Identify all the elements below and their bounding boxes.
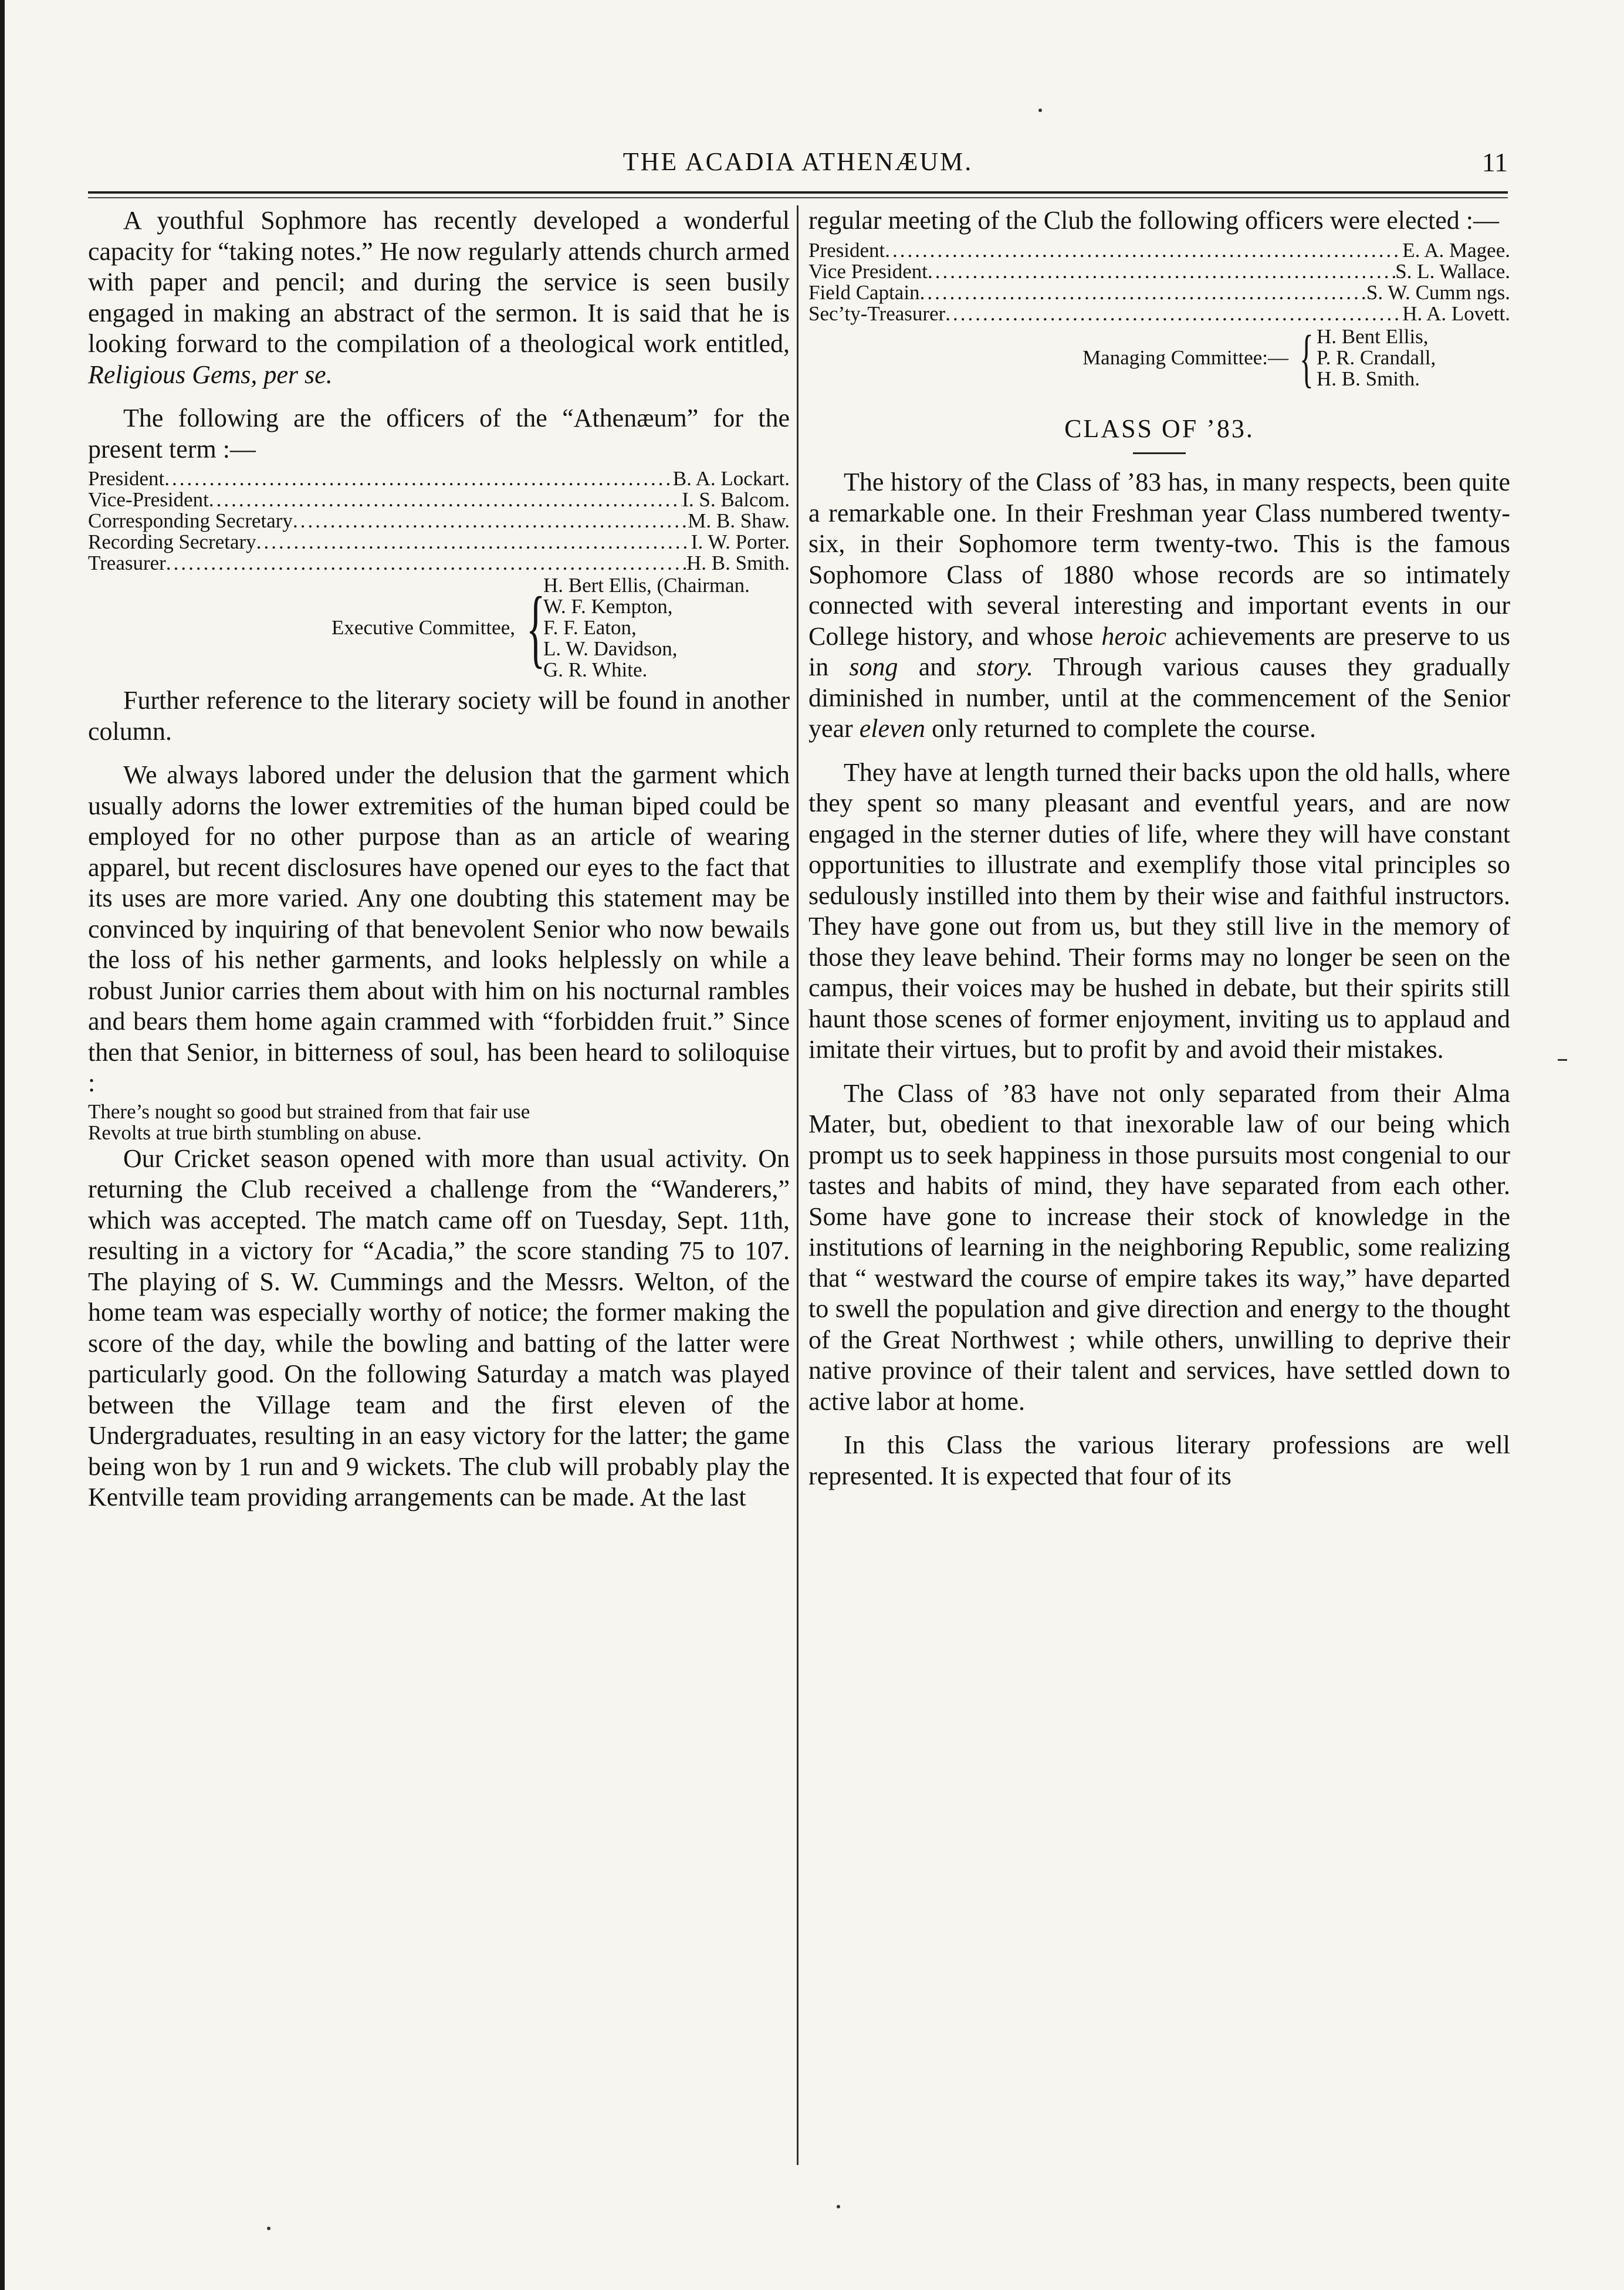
right-column xyxy=(808,205,1510,1491)
officer-name: S. L. Wallace. xyxy=(1395,259,1510,283)
officer-row xyxy=(88,532,790,553)
brace-glyph: { xyxy=(1300,322,1314,394)
committee-member: H. Bent Ellis, xyxy=(1317,324,1429,348)
leader-dots xyxy=(209,489,682,510)
committee-label: Managing Committee:— xyxy=(1082,346,1288,369)
officer-role: Vice-President xyxy=(88,488,209,511)
sophmore-paragraph xyxy=(88,205,790,390)
further-reference-paragraph: Further reference to the literary society will be found in another column. xyxy=(88,686,790,746)
officer-row xyxy=(808,282,1510,303)
print-speck xyxy=(837,2205,840,2208)
paragraph-text: Through various causes they gradually diminished in number, until at the commencement of the Senior year xyxy=(808,652,1511,743)
officer-role: President xyxy=(808,238,885,262)
committee-names xyxy=(1317,326,1510,390)
athenaeum-officers-list xyxy=(88,468,790,681)
committee-member: W. F. Kempton, xyxy=(543,595,673,618)
paragraph-text: The history of the Class of ’83 has, in many respects, been quite a remarkable one. In their Freshman year Class numbered twenty-six, in their Sophomore term twenty-two. This is the famous Sophomore Class of 1880 whose records are so intimately connected with several interesting and important events in our College history, and whose xyxy=(808,468,1510,651)
officer-role: Sec’ty-Treasurer xyxy=(808,302,946,325)
header-rule-thin xyxy=(88,197,1508,198)
officer-name: B. A. Lockart. xyxy=(672,467,790,490)
officer-row xyxy=(88,510,790,532)
verse-quote xyxy=(88,1101,790,1144)
officer-name: H. A. Lovett. xyxy=(1402,302,1510,325)
book-title: Religious Gems, per se. xyxy=(88,360,333,389)
leader-dots xyxy=(920,282,1366,303)
verse-line: There’s nought so good but strained from that fair use xyxy=(88,1100,530,1123)
officer-name: S. W. Cumm ngs. xyxy=(1366,280,1510,304)
class-history-paragraph xyxy=(808,467,1510,745)
italic-word: song xyxy=(849,652,898,681)
officer-row xyxy=(88,553,790,574)
committee-member: F. F. Eaton, xyxy=(543,616,637,639)
officer-row xyxy=(808,240,1510,261)
cricket-paragraph: Our Cricket season opened with more than usual activity. On returning the Club received a challenge from the “Wanderers,” which was accepted. The match came off on Tuesday, Sept. 11th, resulting in a victory for “Acadia,” the score standing 75 to 107. The playing of S. W. Cummings and the Messrs. Welton, of the home team was especially worthy of notice; the former making the score of the day, while the bowling and batting of the latter were particularly good. On the following Saturday a match was played between the Village team and the first eleven of the Undergraduates, resulting in an easy victory for the latter; the game being won by 1 run and 9 wickets. The club will probably play the Kentville team providing arrangements can be made. At the last xyxy=(88,1144,790,1511)
athenaeum-officers-intro: The following are the officers of the “Athenæum” for the present term :— xyxy=(88,404,790,464)
print-speck xyxy=(267,2227,270,2230)
club-meeting-paragraph: regular meeting of the Club the following officers were elected :— xyxy=(808,206,1499,235)
committee-member: H. Bert Ellis, (Chairman. xyxy=(543,574,750,597)
margin-mark xyxy=(1558,1059,1567,1061)
club-officers-list xyxy=(808,238,1510,394)
officer-name: M. B. Shaw. xyxy=(688,509,790,532)
officer-name: I. W. Porter. xyxy=(691,530,790,553)
page-number: 11 xyxy=(1481,147,1508,177)
officer-role: Field Captain xyxy=(808,280,920,304)
italic-word: eleven xyxy=(859,714,926,743)
separation-paragraph: The Class of ’83 have not only separated from their Alma Mater, but, obedient to that inexorable law of our being which prompt us to seek happiness in those pursuits most congenial to our tastes and habits of mind, they have separated from each other. Some have gone to increase their stock of knowledge in the institutions of learning in the neighboring Republic, some realizing that “ westward the course of empire takes its way,” have departed to swell the population and give direction and energy to the thought of the Great Northwest ; while others, unwilling to deprive their native province of their talent and services, have settled down to active labor at home. xyxy=(808,1078,1510,1416)
officer-role: Recording Secretary xyxy=(88,530,256,553)
print-speck xyxy=(1038,109,1042,112)
leader-dots xyxy=(164,468,672,489)
officer-role: Corresponding Secretary xyxy=(88,509,293,532)
officer-name: E. A. Magee. xyxy=(1402,238,1510,262)
committee-member: H. B. Smith. xyxy=(1317,367,1420,390)
leader-dots xyxy=(945,303,1402,324)
paragraph-text: achievements are preserve to us in xyxy=(808,621,1510,681)
paragraph-text: A youthful Sophmore has recently developed a wonderful capacity for “taking notes.” He now regularly attends church armed with paper and pencil; and during the service is seen busily engaged in making an abstract of the sermon. It is said that he is looking forward to the compilation of a theological work entitled, xyxy=(88,206,790,358)
leader-dots xyxy=(293,510,688,532)
committee-label: Executive Committee, xyxy=(331,616,515,639)
leader-dots xyxy=(928,261,1395,282)
officer-role: Treasurer xyxy=(88,552,166,574)
garment-paragraph: We always labored under the delusion that the garment which usually adorns the lower extremities of the human biped could be employed for no other purpose than as an article of wearing apparel, but recent disclosures have opened our eyes to the fact that its uses are more varied. Any one doubting this statement may be convinced by inquiring of that benevolent Senior who now bewails the loss of his nether garments, and looks helplessly on while a robust Junior carries them about with him on his nocturnal rambles and bears them home again crammed with “forbidden fruit.” Since then that Senior, in bitterness of soul, has been heard to soliloquise : xyxy=(88,760,790,1097)
running-title: THE ACADIA ATHENÆUM. xyxy=(622,147,973,176)
professions-paragraph: In this Class the various literary professions are well represented. It is expected that four of its xyxy=(808,1430,1510,1490)
left-column xyxy=(88,205,790,1513)
committee-names xyxy=(543,575,790,681)
officer-role: President xyxy=(88,467,165,490)
executive-committee xyxy=(88,575,790,681)
committee-member: P. R. Crandall, xyxy=(1317,346,1436,369)
officer-name: I. S. Balcom. xyxy=(682,488,790,511)
italic-word: story. xyxy=(976,652,1034,681)
committee-member: L. W. Davidson, xyxy=(543,637,678,660)
committee-member: G. R. White. xyxy=(543,658,648,681)
leader-dots xyxy=(166,553,686,574)
officer-role: Vice President xyxy=(808,259,928,283)
departure-paragraph: They have at length turned their backs upon the old halls, where they spent so many pleasant and eventful years, and are now engaged in the sterner duties of life, where they will have constant opportunities to illustrate and exemplify those vital principles so sedulously instilled into them by their wise and faithful instructors. They have gone out from us, but they still live in the memory of those they leave behind. Their forms may no longer be seen on the campus, their voices may be hushed in debate, but their spirits still haunt those scenes of former enjoyment, inviting us to applaud and imitate their virtues, but to profit by and avoid their mistakes. xyxy=(808,757,1510,1064)
section-heading: CLASS OF ’83. xyxy=(1064,414,1254,443)
page-edge-bar xyxy=(0,0,5,2290)
officer-row xyxy=(808,261,1510,282)
leader-dots xyxy=(256,532,691,553)
heading-rule xyxy=(1133,452,1186,454)
officer-name: H. B. Smith. xyxy=(686,552,790,574)
officer-row xyxy=(808,303,1510,324)
officer-row xyxy=(88,468,790,489)
header-rule xyxy=(88,191,1508,194)
paragraph-text: and xyxy=(898,652,977,681)
verse-line: Revolts at true birth stumbling on abuse. xyxy=(88,1121,422,1144)
managing-committee xyxy=(808,322,1510,394)
officer-row xyxy=(88,489,790,510)
column-divider xyxy=(797,205,799,2165)
italic-word: heroic xyxy=(1101,621,1167,651)
page-header xyxy=(88,147,1508,182)
paragraph-text: only returned to complete the course. xyxy=(925,714,1316,743)
brace-glyph: { xyxy=(526,579,546,676)
leader-dots xyxy=(885,240,1402,261)
